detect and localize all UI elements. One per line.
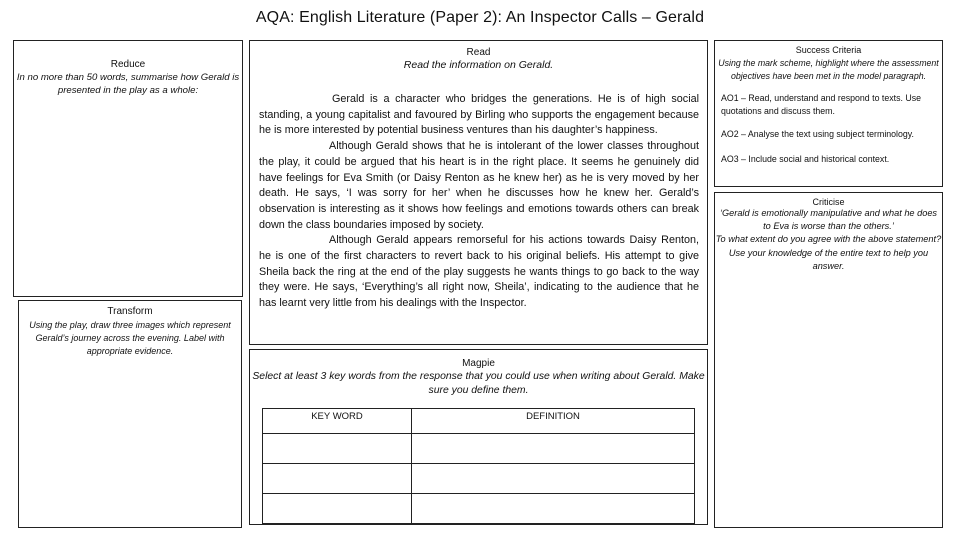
table-row (263, 434, 695, 464)
criticise-instruction: To what extent do you agree with the above statement? Use your knowledge of the entire text to help you answer. (715, 234, 942, 271)
ao2-item: AO2 – Analyse the text using subject terminology. (721, 129, 914, 139)
read-paragraph: Although Gerald appears remorseful for his actions towards Daisy Renton, he is one of the first characters to revert back to his original beliefs. His attempt to give Sheila back the ring at the end of the play suggests he wants things to go back to the way they were. He says, ‘Everything’s all right now, Sheila’, indicating to the audience that he has learnt very little from his dealings with the Inspector. (259, 234, 699, 310)
read-body (259, 92, 699, 312)
key-word-cell[interactable] (263, 494, 412, 524)
definition-cell[interactable] (412, 434, 695, 464)
transform-panel (18, 300, 242, 528)
read-paragraph: Gerald is a character who bridges the generations. He is of high social standing, a young capitalist and favoured by Birling who supports the engagement because he is more interested by potential business ventures than his daughter’s happiness. (259, 93, 699, 137)
criticise-heading: Criticise (812, 197, 845, 207)
transform-instruction: Using the play, draw three images which represent Gerald’s journey across the evening. Label with appropriate evidence. (29, 320, 231, 356)
read-instruction: Read the information on Gerald. (403, 59, 554, 71)
definition-cell[interactable] (412, 464, 695, 494)
reduce-instruction: In no more than 50 words, summarise how Gerald is presented in the play as a whole: (16, 72, 240, 96)
key-word-header: KEY WORD (263, 409, 412, 434)
success-criteria-panel (714, 40, 943, 187)
reduce-panel (13, 40, 243, 297)
ao3-item: AO3 – Include social and historical context. (721, 153, 890, 164)
read-heading: Read (466, 47, 491, 58)
magpie-instruction: Select at least 3 key words from the response that you could use when writing about Gerald. Make sure you define them. (252, 371, 705, 396)
success-heading: Success Criteria (795, 45, 862, 55)
reduce-heading: Reduce (110, 59, 146, 70)
table-row (263, 494, 695, 524)
definition-header: DEFINITION (412, 409, 695, 434)
magpie-heading: Magpie (462, 358, 495, 369)
transform-heading: Transform (107, 306, 153, 317)
table-row (263, 464, 695, 494)
key-word-table (262, 408, 695, 524)
criticise-panel (714, 192, 943, 528)
magpie-panel (249, 349, 708, 525)
page-title: AQA: English Literature (Paper 2): An Inspector Calls – Gerald (255, 9, 705, 26)
read-paragraph: Although Gerald shows that he is intolerant of the lower classes throughout the play, it could be argued that his heart is in the right place. It seems he genuinely did have feelings for Eva Smith (or Daisy Renton as he knew her) as he is very moved by her death. He says, ‘I was sorry for her’ when he discusses how he knew her. Gerald’s observation is interesting as it shows how feelings and emotions towards others can break down the class boundaries imposed by society. (259, 140, 699, 231)
key-word-cell[interactable] (263, 434, 412, 464)
definition-cell[interactable] (412, 494, 695, 524)
read-panel (249, 40, 708, 345)
criticise-quote: ‘Gerald is emotionally manipulative and what he does to Eva is worse than the others.’ (719, 208, 938, 232)
table-header-row (263, 409, 695, 434)
key-word-cell[interactable] (263, 464, 412, 494)
ao1-item: AO1 – Read, understand and respond to texts. Use quotations and discuss them. (721, 93, 922, 116)
success-instruction: Using the mark scheme, highlight where the assessment objectives have been met in the model paragraph. (718, 58, 939, 81)
